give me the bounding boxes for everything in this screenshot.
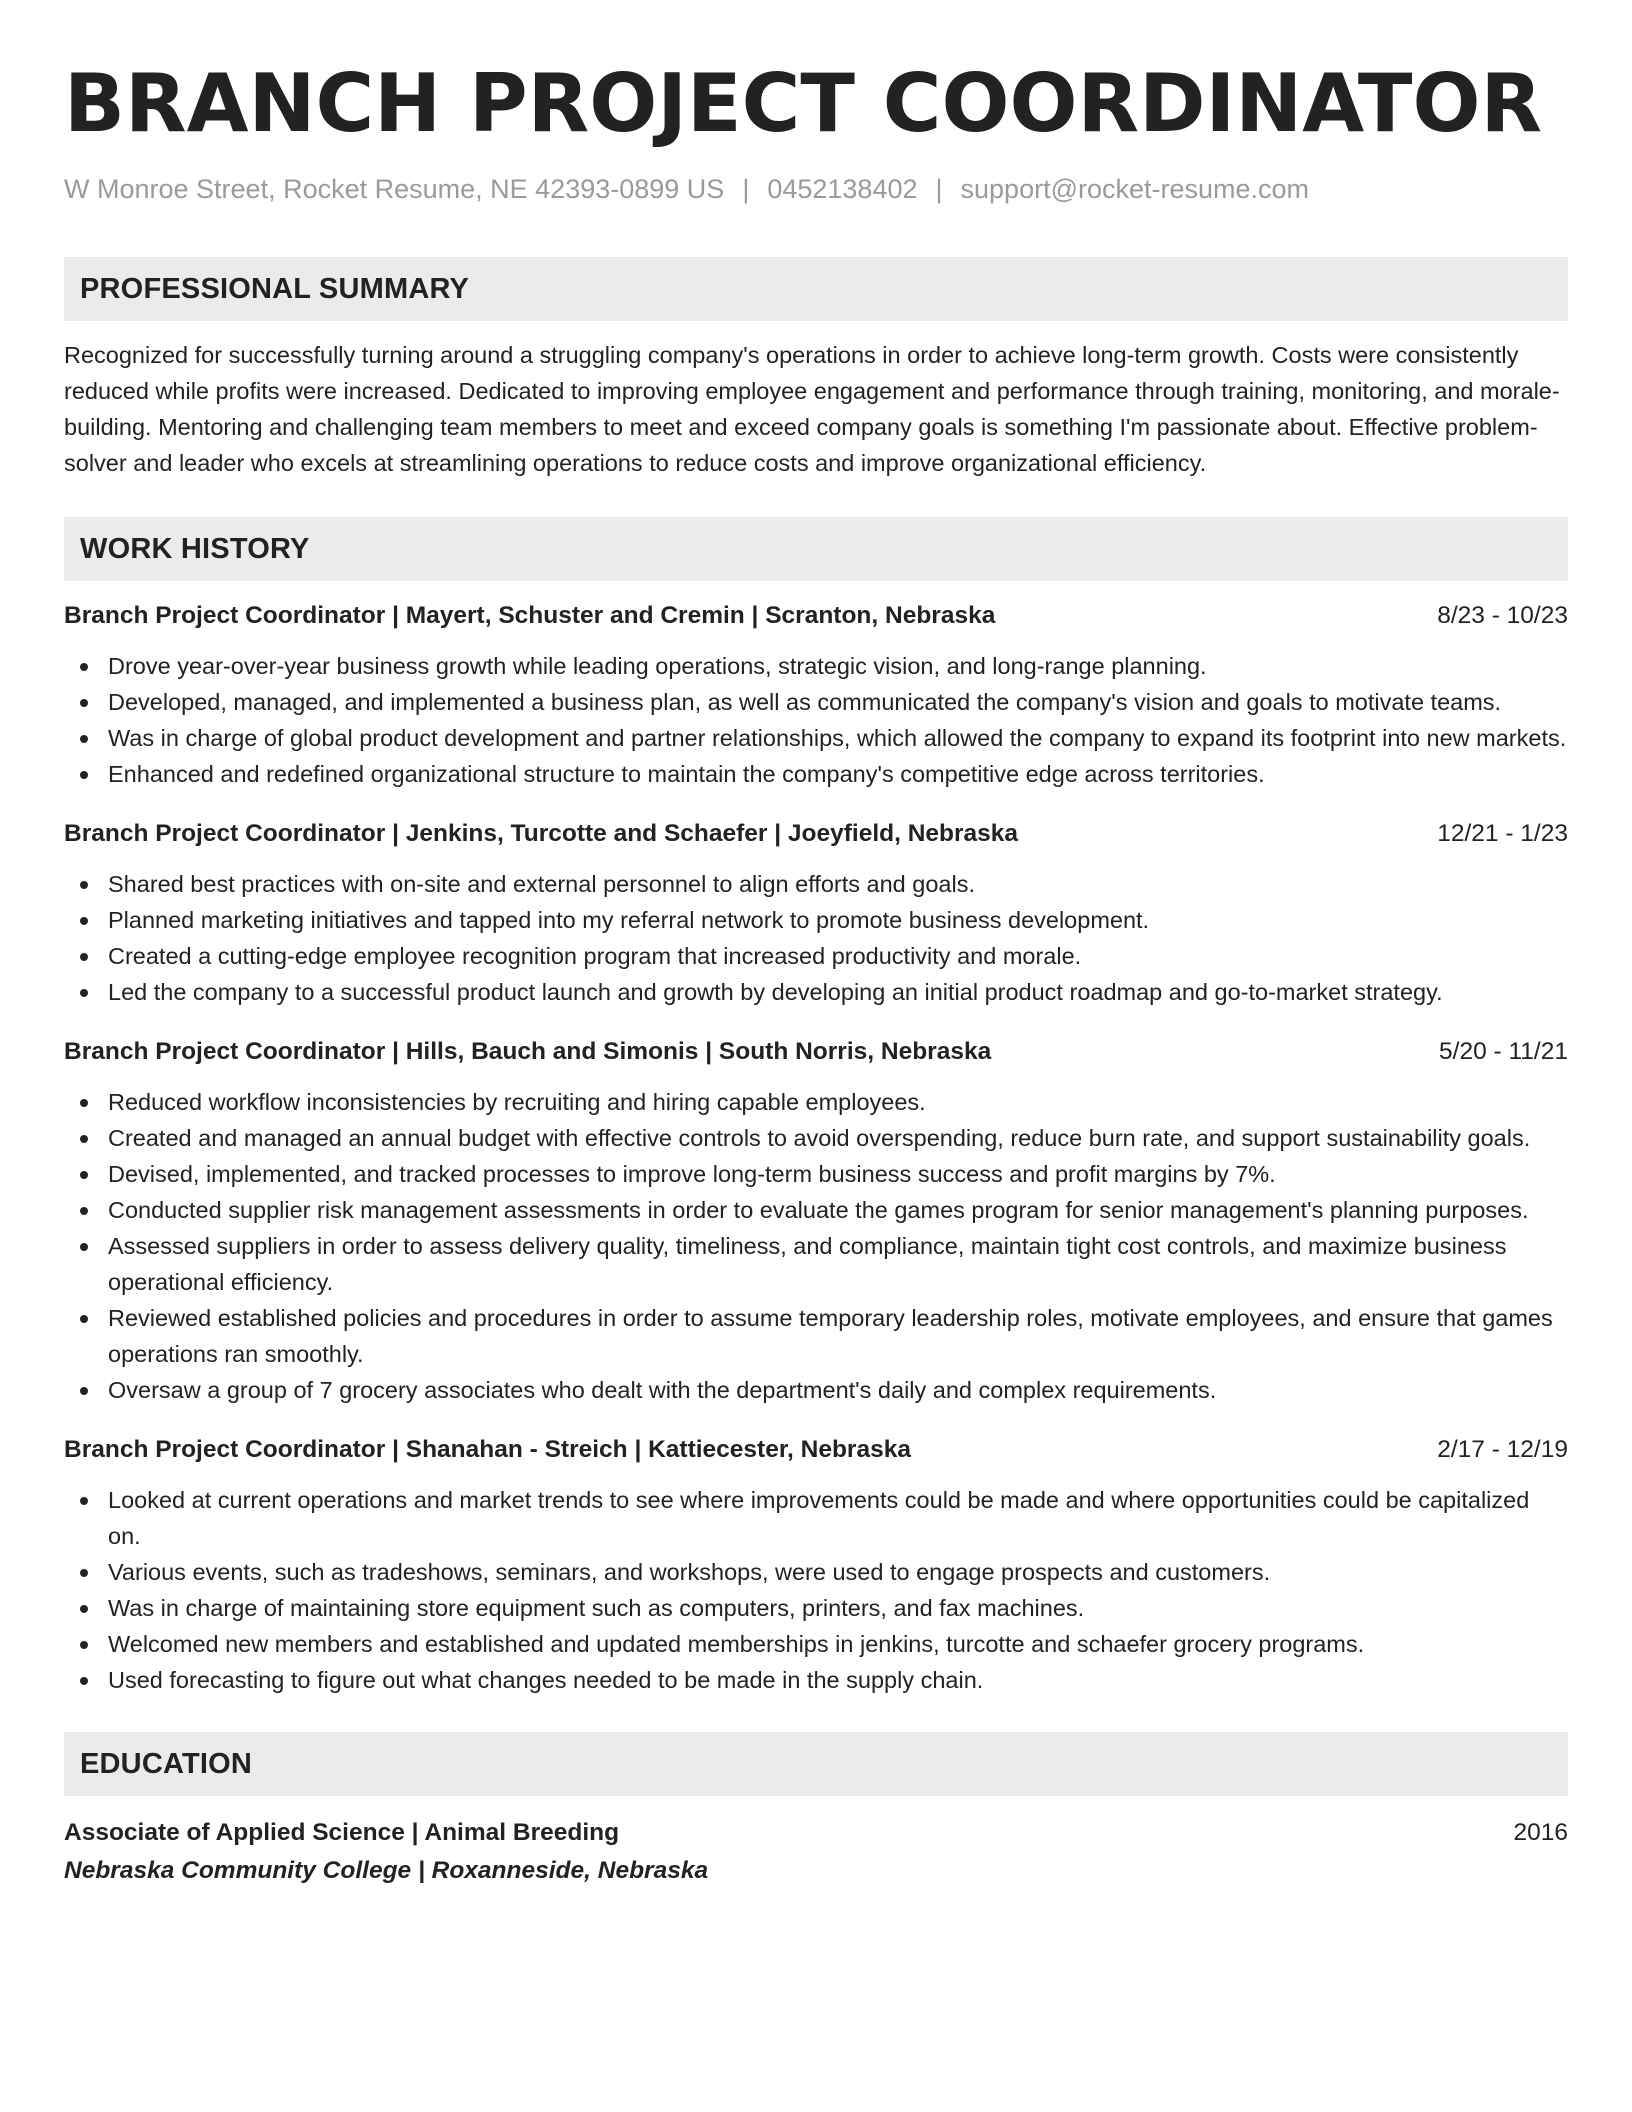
job-title: Branch Project Coordinator | Mayert, Schuster and Cremin | Scranton, Nebraska	[64, 602, 996, 629]
bullet-item: Led the company to a successful product launch and growth by developing an initial product roadmap and go-to-market strategy.	[64, 974, 1568, 1010]
job-header	[64, 1035, 1568, 1069]
education-header	[64, 1816, 1568, 1850]
job-bullets	[64, 1482, 1568, 1698]
bullet-item: Welcomed new members and established and updated memberships in jenkins, turcotte and schaefer grocery programs.	[64, 1626, 1568, 1662]
job-header	[64, 599, 1568, 633]
bullet-item: Oversaw a group of 7 grocery associates who dealt with the department's daily and complex requirements.	[64, 1372, 1568, 1408]
education-degree: Associate of Applied Science | Animal Breeding	[64, 1819, 620, 1846]
bullet-item: Used forecasting to figure out what changes needed to be made in the supply chain.	[64, 1662, 1568, 1698]
contact-line	[64, 172, 1568, 206]
job-entry	[64, 817, 1568, 1010]
bullet-item: Enhanced and redefined organizational structure to maintain the company's competitive edge across territories.	[64, 756, 1568, 792]
job-entry	[64, 1433, 1568, 1698]
bullet-item: Devised, implemented, and tracked processes to improve long-term business success and profit margins by 7%.	[64, 1156, 1568, 1192]
contact-separator: |	[935, 174, 943, 204]
bullet-item: Shared best practices with on-site and external personnel to align efforts and goals.	[64, 866, 1568, 902]
bullet-item: Drove year-over-year business growth while leading operations, strategic vision, and long-range planning.	[64, 648, 1568, 684]
job-dates: 2/17 - 12/19	[1437, 1436, 1568, 1463]
job-dates: 12/21 - 1/23	[1437, 820, 1568, 847]
candidate-name: BRANCH PROJECT COORDINATOR	[64, 57, 1543, 150]
summary-heading: PROFESSIONAL SUMMARY	[64, 257, 1568, 321]
job-bullets	[64, 1084, 1568, 1408]
contact-phone: 0452138402	[767, 174, 918, 204]
bullet-item: Created and managed an annual budget with effective controls to avoid overspending, reduce burn rate, and support sustainability goals.	[64, 1120, 1568, 1156]
job-entry	[64, 599, 1568, 792]
job-entry	[64, 1035, 1568, 1408]
job-dates: 8/23 - 10/23	[1437, 602, 1568, 629]
contact-separator: |	[742, 174, 750, 204]
bullet-item: Created a cutting-edge employee recognition program that increased productivity and morale.	[64, 938, 1568, 974]
work-history-heading: WORK HISTORY	[64, 517, 1568, 581]
education-heading: EDUCATION	[64, 1732, 1568, 1796]
education-school: Nebraska Community College | Roxanneside, Nebraska	[64, 1857, 709, 1884]
job-title: Branch Project Coordinator | Shanahan - Streich | Kattiecester, Nebraska	[64, 1436, 911, 1463]
bullet-item: Assessed suppliers in order to assess delivery quality, timeliness, and compliance, maintain tight cost controls, and maximize business operational efficiency.	[64, 1228, 1568, 1300]
bullet-item: Reduced workflow inconsistencies by recruiting and hiring capable employees.	[64, 1084, 1568, 1120]
contact-email: support@rocket-resume.com	[960, 174, 1310, 204]
bullet-item: Conducted supplier risk management assessments in order to evaluate the games program for senior management's planning purposes.	[64, 1192, 1568, 1228]
contact-address: W Monroe Street, Rocket Resume, NE 42393-0899 US	[64, 174, 725, 204]
job-bullets	[64, 648, 1568, 792]
education-year: 2016	[1513, 1819, 1568, 1846]
job-header	[64, 817, 1568, 851]
summary-text: Recognized for successfully turning around a struggling company's operations in order to achieve long-term growth. Costs were consistently reduced while profits were increased. Dedicated to improving employee engagement and performance through training, monitoring, and morale-building. Mentoring and challenging team members to meet and exceed company goals is something I'm passionate about. Effective problem-solver and leader who excels at streamlining operations to reduce costs and improve organizational efficiency.	[64, 342, 1560, 476]
bullet-item: Was in charge of maintaining store equipment such as computers, printers, and fax machines.	[64, 1590, 1568, 1626]
bullet-item: Reviewed established policies and procedures in order to assume temporary leadership roles, motivate employees, and ensure that games operations ran smoothly.	[64, 1300, 1568, 1372]
education-entry	[64, 1816, 1568, 1888]
bullet-item: Various events, such as tradeshows, seminars, and workshops, were used to engage prospects and customers.	[64, 1554, 1568, 1590]
job-bullets	[64, 866, 1568, 1010]
bullet-item: Was in charge of global product development and partner relationships, which allowed the company to expand its footprint into new markets.	[64, 720, 1568, 756]
job-dates: 5/20 - 11/21	[1439, 1038, 1568, 1065]
job-header	[64, 1433, 1568, 1467]
bullet-item: Looked at current operations and market trends to see where improvements could be made and where opportunities could be capitalized on.	[64, 1482, 1568, 1554]
bullet-item: Planned marketing initiatives and tapped into my referral network to promote business development.	[64, 902, 1568, 938]
job-title: Branch Project Coordinator | Jenkins, Turcotte and Schaefer | Joeyfield, Nebraska	[64, 820, 1019, 847]
job-title: Branch Project Coordinator | Hills, Bauch and Simonis | South Norris, Nebraska	[64, 1038, 992, 1065]
bullet-item: Developed, managed, and implemented a business plan, as well as communicated the company's vision and goals to motivate teams.	[64, 684, 1568, 720]
